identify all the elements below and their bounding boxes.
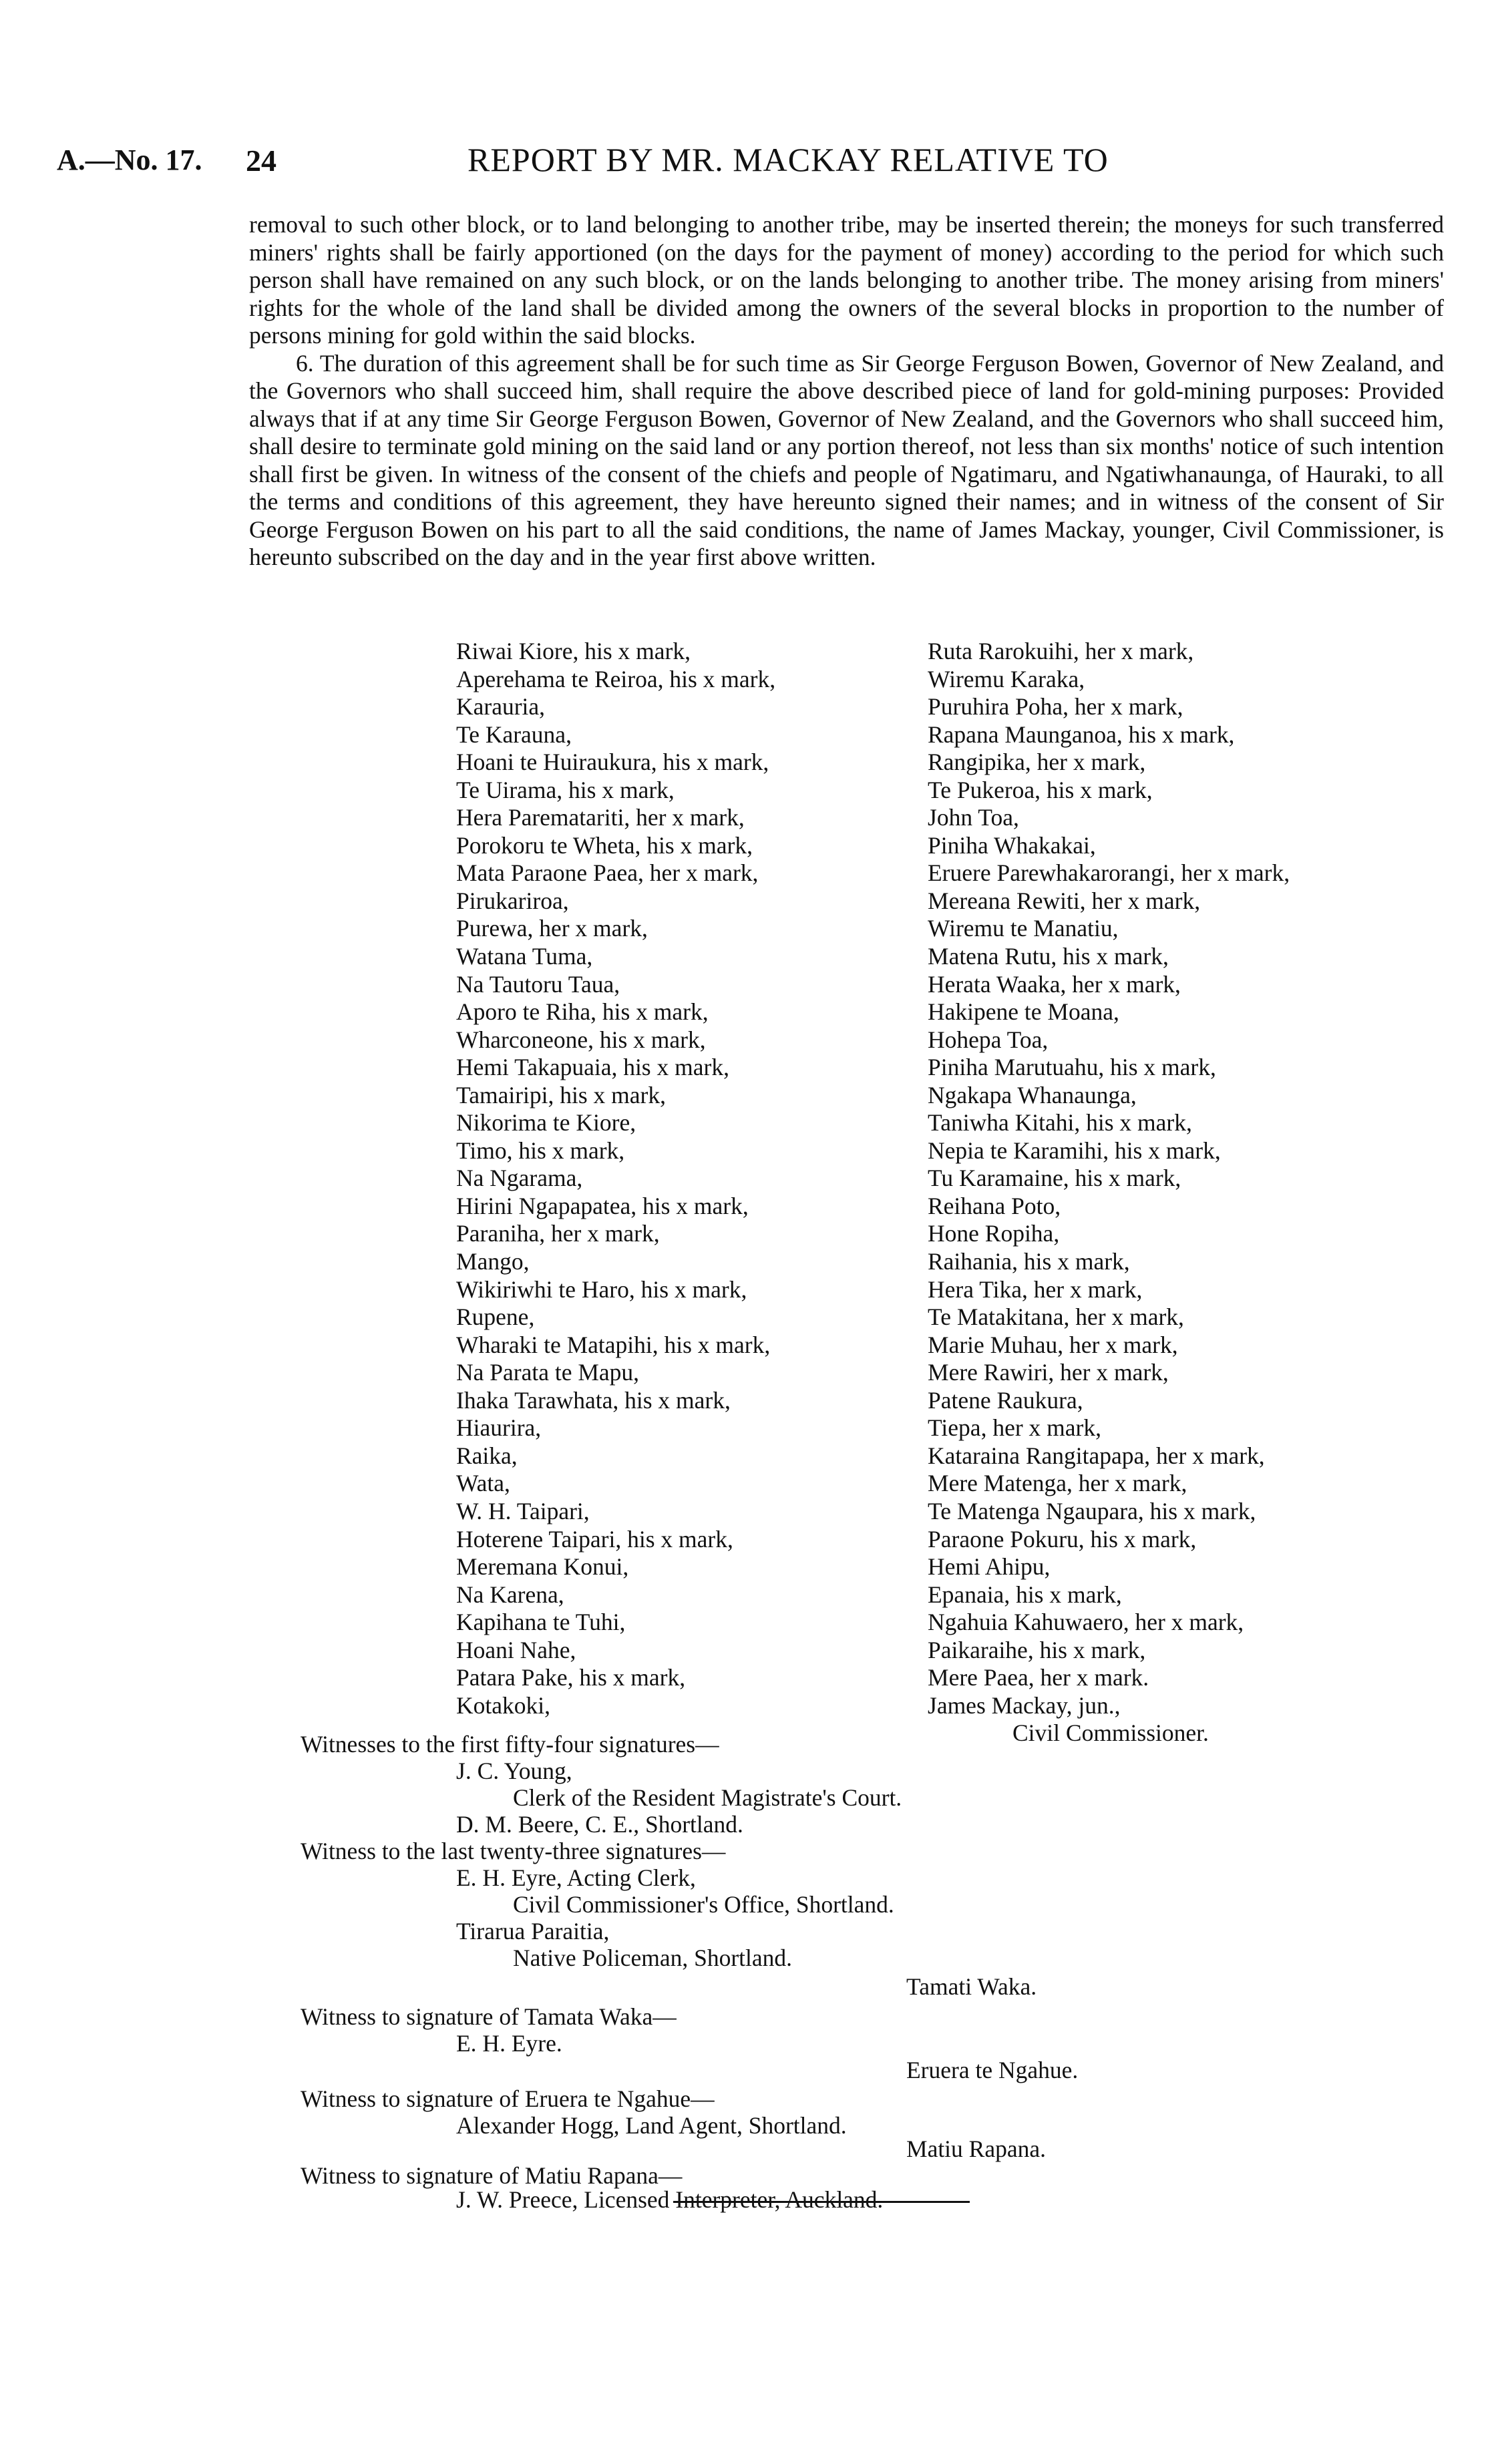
signature-entry: Wata, (456, 1470, 510, 1497)
signature-entry: Epanaia, his x mark, (928, 1581, 1122, 1608)
signature-entry: Hone Ropiha, (928, 1220, 1060, 1247)
signature-entry: Na Ngarama, (456, 1165, 583, 1192)
signature-entry: Hemi Ahipu, (928, 1553, 1051, 1581)
witness-heading-matiu: Witness to signature of Matiu Rapana— (301, 2162, 683, 2189)
signature-entry: Kapihana te Tuhi, (456, 1609, 626, 1636)
signature-entry: Hera Parematariti, her x mark, (456, 804, 745, 831)
page-title: REPORT BY MR. MACKAY RELATIVE TO (468, 141, 1109, 178)
signature-entry: Hemi Takapuaia, his x mark, (456, 1054, 729, 1081)
signature-entry: Patara Pake, his x mark, (456, 1664, 686, 1691)
signature-entry: Timo, his x mark, (456, 1137, 625, 1164)
signatures-left-column (456, 638, 775, 1719)
signature-eruera: Eruera te Ngahue. (906, 2057, 1079, 2083)
signature-entry: Taniwha Kitahi, his x mark, (928, 1109, 1192, 1137)
signature-entry: Na Tautoru Taua, (456, 970, 620, 998)
signature-entry: Porokoru te Wheta, his x mark, (456, 831, 753, 859)
signature-entry: Puruhira Poha, her x mark, (928, 693, 1183, 721)
signature-entry: Wiremu te Manatiu, (928, 915, 1119, 942)
signature-entry: Wharconeone, his x mark, (456, 1026, 706, 1053)
signature-entry: Ruta Rarokuihi, her x mark, (928, 638, 1194, 664)
signature-entry: Na Parata te Mapu, (456, 1359, 640, 1386)
signature-entry: Hoani te Huiraukura, his x mark, (456, 749, 769, 776)
witness-eyre-name: E. H. Eyre, Acting Clerk, (456, 1864, 696, 1891)
signature-entry: Nepia te Karamihi, his x mark, (928, 1137, 1221, 1164)
signature-entry: Paikaraihe, his x mark, (928, 1636, 1146, 1663)
signature-entry: Hoani Nahe, (456, 1636, 576, 1663)
witness-tirarua-title: Native Policeman, Shortland. (513, 1944, 793, 1971)
signature-entry: Kataraina Rangitapapa, her x mark, (928, 1442, 1265, 1469)
signature-matiu: Matiu Rapana. (906, 2135, 1046, 2162)
signature-entry: Aporo te Riha, his x mark, (456, 998, 709, 1026)
signature-entry: Ngahuia Kahuwaero, her x mark, (928, 1609, 1244, 1636)
witness-heading-last: Witness to the last twenty-three signatures— (301, 1838, 726, 1864)
witness-tirarua-name: Tirarua Paraitia, (456, 1918, 610, 1944)
signature-entry: Tiepa, her x mark, (928, 1414, 1101, 1442)
signature-entry: Hera Tika, her x mark, (928, 1275, 1143, 1303)
witness-eyre-title: Civil Commissioner's Office, Shortland. (513, 1891, 894, 1918)
signature-tamati: Tamati Waka. (906, 1973, 1037, 2000)
witness-matiu: J. W. Preece, Licensed Interpreter, Auckland. (456, 2186, 884, 2213)
signature-entry: Hohepa Toa, (928, 1026, 1049, 1053)
signature-entry: Mere Matenga, her x mark, (928, 1470, 1187, 1497)
signature-entry: Paraone Pokuru, his x mark, (928, 1525, 1197, 1553)
signature-entry: Aperehama te Reiroa, his x mark, (456, 665, 776, 692)
signature-entry: Pirukariroa, (456, 887, 569, 914)
signature-entry: Wikiriwhi te Haro, his x mark, (456, 1275, 747, 1303)
signature-entry: Tamairipi, his x mark, (456, 1081, 666, 1108)
signature-entry: Herata Waaka, her x mark, (928, 970, 1181, 998)
signature-entry: Rangipika, her x mark, (928, 749, 1146, 776)
signature-entry: Tu Karamaine, his x mark, (928, 1165, 1181, 1192)
closing-rule (673, 2201, 970, 2203)
signature-entry: Piniha Marutuahu, his x mark, (928, 1054, 1216, 1081)
witness-heading-eruera: Witness to signature of Eruera te Ngahue— (301, 2085, 715, 2112)
witness-beere: D. M. Beere, C. E., Shortland. (456, 1811, 743, 1838)
witness-tamata: E. H. Eyre. (456, 2030, 562, 2057)
signature-entry: Patene Raukura, (928, 1386, 1083, 1414)
document-reference: A.—No. 17. (57, 144, 202, 176)
signature-entry: Eruere Parewhakarorangi, her x mark, (928, 859, 1290, 887)
signature-entry: Watana Tuma, (456, 943, 593, 970)
signature-entry: Na Karena, (456, 1581, 564, 1608)
signature-entry: Piniha Whakakai, (928, 831, 1096, 859)
signature-entry: Te Matakitana, her x mark, (928, 1303, 1184, 1331)
signature-entry: Ngakapa Whanaunga, (928, 1081, 1137, 1108)
signature-entry: W. H. Taipari, (456, 1497, 590, 1524)
signature-entry: Mata Paraone Paea, her x mark, (456, 859, 759, 887)
signature-entry: Paraniha, her x mark, (456, 1220, 660, 1247)
signature-entry: Mere Paea, her x mark. (928, 1664, 1149, 1691)
signature-entry: Raika, (456, 1442, 518, 1469)
signature-entry: Te Karauna, (456, 721, 572, 748)
signature-entry: Civil Commissioner. (1012, 1719, 1209, 1747)
paragraph-removal: removal to such other block, or to land belonging to another tribe, may be inserted therein; the moneys for such transferred miners' rights shall be fairly apportioned (on the days for the payment of money) according to the period for which such person shall have remained on any such block, or on the lands belonging to another tribe. The money arising from miners' rights for the whole of the land shall be divided among the owners of the several blocks in proportion to the number of persons mining for gold within the said blocks. (249, 211, 1444, 349)
signature-entry: Rupene, (456, 1303, 535, 1331)
witness-heading-first: Witnesses to the first fifty-four signatures— (301, 1731, 719, 1758)
signature-entry: Te Uirama, his x mark, (456, 776, 675, 803)
signatures-right-column (928, 638, 1290, 1748)
witness-heading-tamata: Witness to signature of Tamata Waka— (301, 2003, 677, 2030)
signature-entry: Kotakoki, (456, 1691, 550, 1719)
signature-entry: Hakipene te Moana, (928, 998, 1119, 1026)
witness-young-title: Clerk of the Resident Magistrate's Court. (513, 1784, 902, 1811)
signature-entry: John Toa, (928, 804, 1019, 831)
signature-entry: Rapana Maunganoa, his x mark, (928, 721, 1235, 748)
witness-young-name: J. C. Young, (456, 1758, 572, 1784)
signature-entry: James Mackay, jun., (928, 1691, 1121, 1719)
signature-entry: Wharaki te Matapihi, his x mark, (456, 1331, 771, 1358)
signature-entry: Hirini Ngapapatea, his x mark, (456, 1192, 749, 1219)
signature-entry: Matena Rutu, his x mark, (928, 943, 1169, 970)
signature-entry: Raihania, his x mark, (928, 1248, 1130, 1275)
signature-entry: Wiremu Karaka, (928, 665, 1085, 692)
signature-entry: Hiaurira, (456, 1414, 542, 1442)
signature-entry: Te Pukeroa, his x mark, (928, 776, 1153, 803)
signature-entry: Riwai Kiore, his x mark, (456, 638, 691, 664)
signature-entry: Hoterene Taipari, his x mark, (456, 1525, 733, 1553)
signature-entry: Purewa, her x mark, (456, 915, 648, 942)
signature-entry: Te Matenga Ngaupara, his x mark, (928, 1497, 1256, 1524)
signature-entry: Mereana Rewiti, her x mark, (928, 887, 1201, 914)
witness-eruera: Alexander Hogg, Land Agent, Shortland. (456, 2112, 847, 2139)
signature-entry: Nikorima te Kiore, (456, 1109, 636, 1137)
signature-entry: Mango, (456, 1248, 530, 1275)
page-number: 24 (246, 144, 276, 178)
paragraph-duration: 6. The duration of this agreement shall be for such time as Sir George Ferguson Bowen, Governor of New Zealand, and the Governors who shall succeed him, shall require the above described piece of land for gold-mining purposes: Provided always that if at any time Sir George Ferguson Bowen, Governor of New Zealand, and the Governors who shall succeed him, shall desire to terminate gold mining on the said land or any portion thereof, not less than six months' notice of such intention shall first be given. In witness of the consent of the chiefs and people of Ngatimaru, and Ngatiwhanaunga, of Hauraki, to all the terms and conditions of this agreement, they have hereunto signed their names; and in witness of the consent of Sir George Ferguson Bowen on his part to all the said conditions, the name of James Mackay, younger, Civil Commissioner, is hereunto subscribed on the day and in the year first above written. (249, 349, 1444, 570)
agreement-text (249, 211, 1444, 572)
signature-entry: Meremana Konui, (456, 1553, 629, 1581)
signature-entry: Reihana Poto, (928, 1192, 1061, 1219)
signature-entry: Ihaka Tarawhata, his x mark, (456, 1386, 731, 1414)
signature-entry: Karauria, (456, 693, 546, 721)
signature-entry: Marie Muhau, her x mark, (928, 1331, 1178, 1358)
signature-entry: Mere Rawiri, her x mark, (928, 1359, 1169, 1386)
